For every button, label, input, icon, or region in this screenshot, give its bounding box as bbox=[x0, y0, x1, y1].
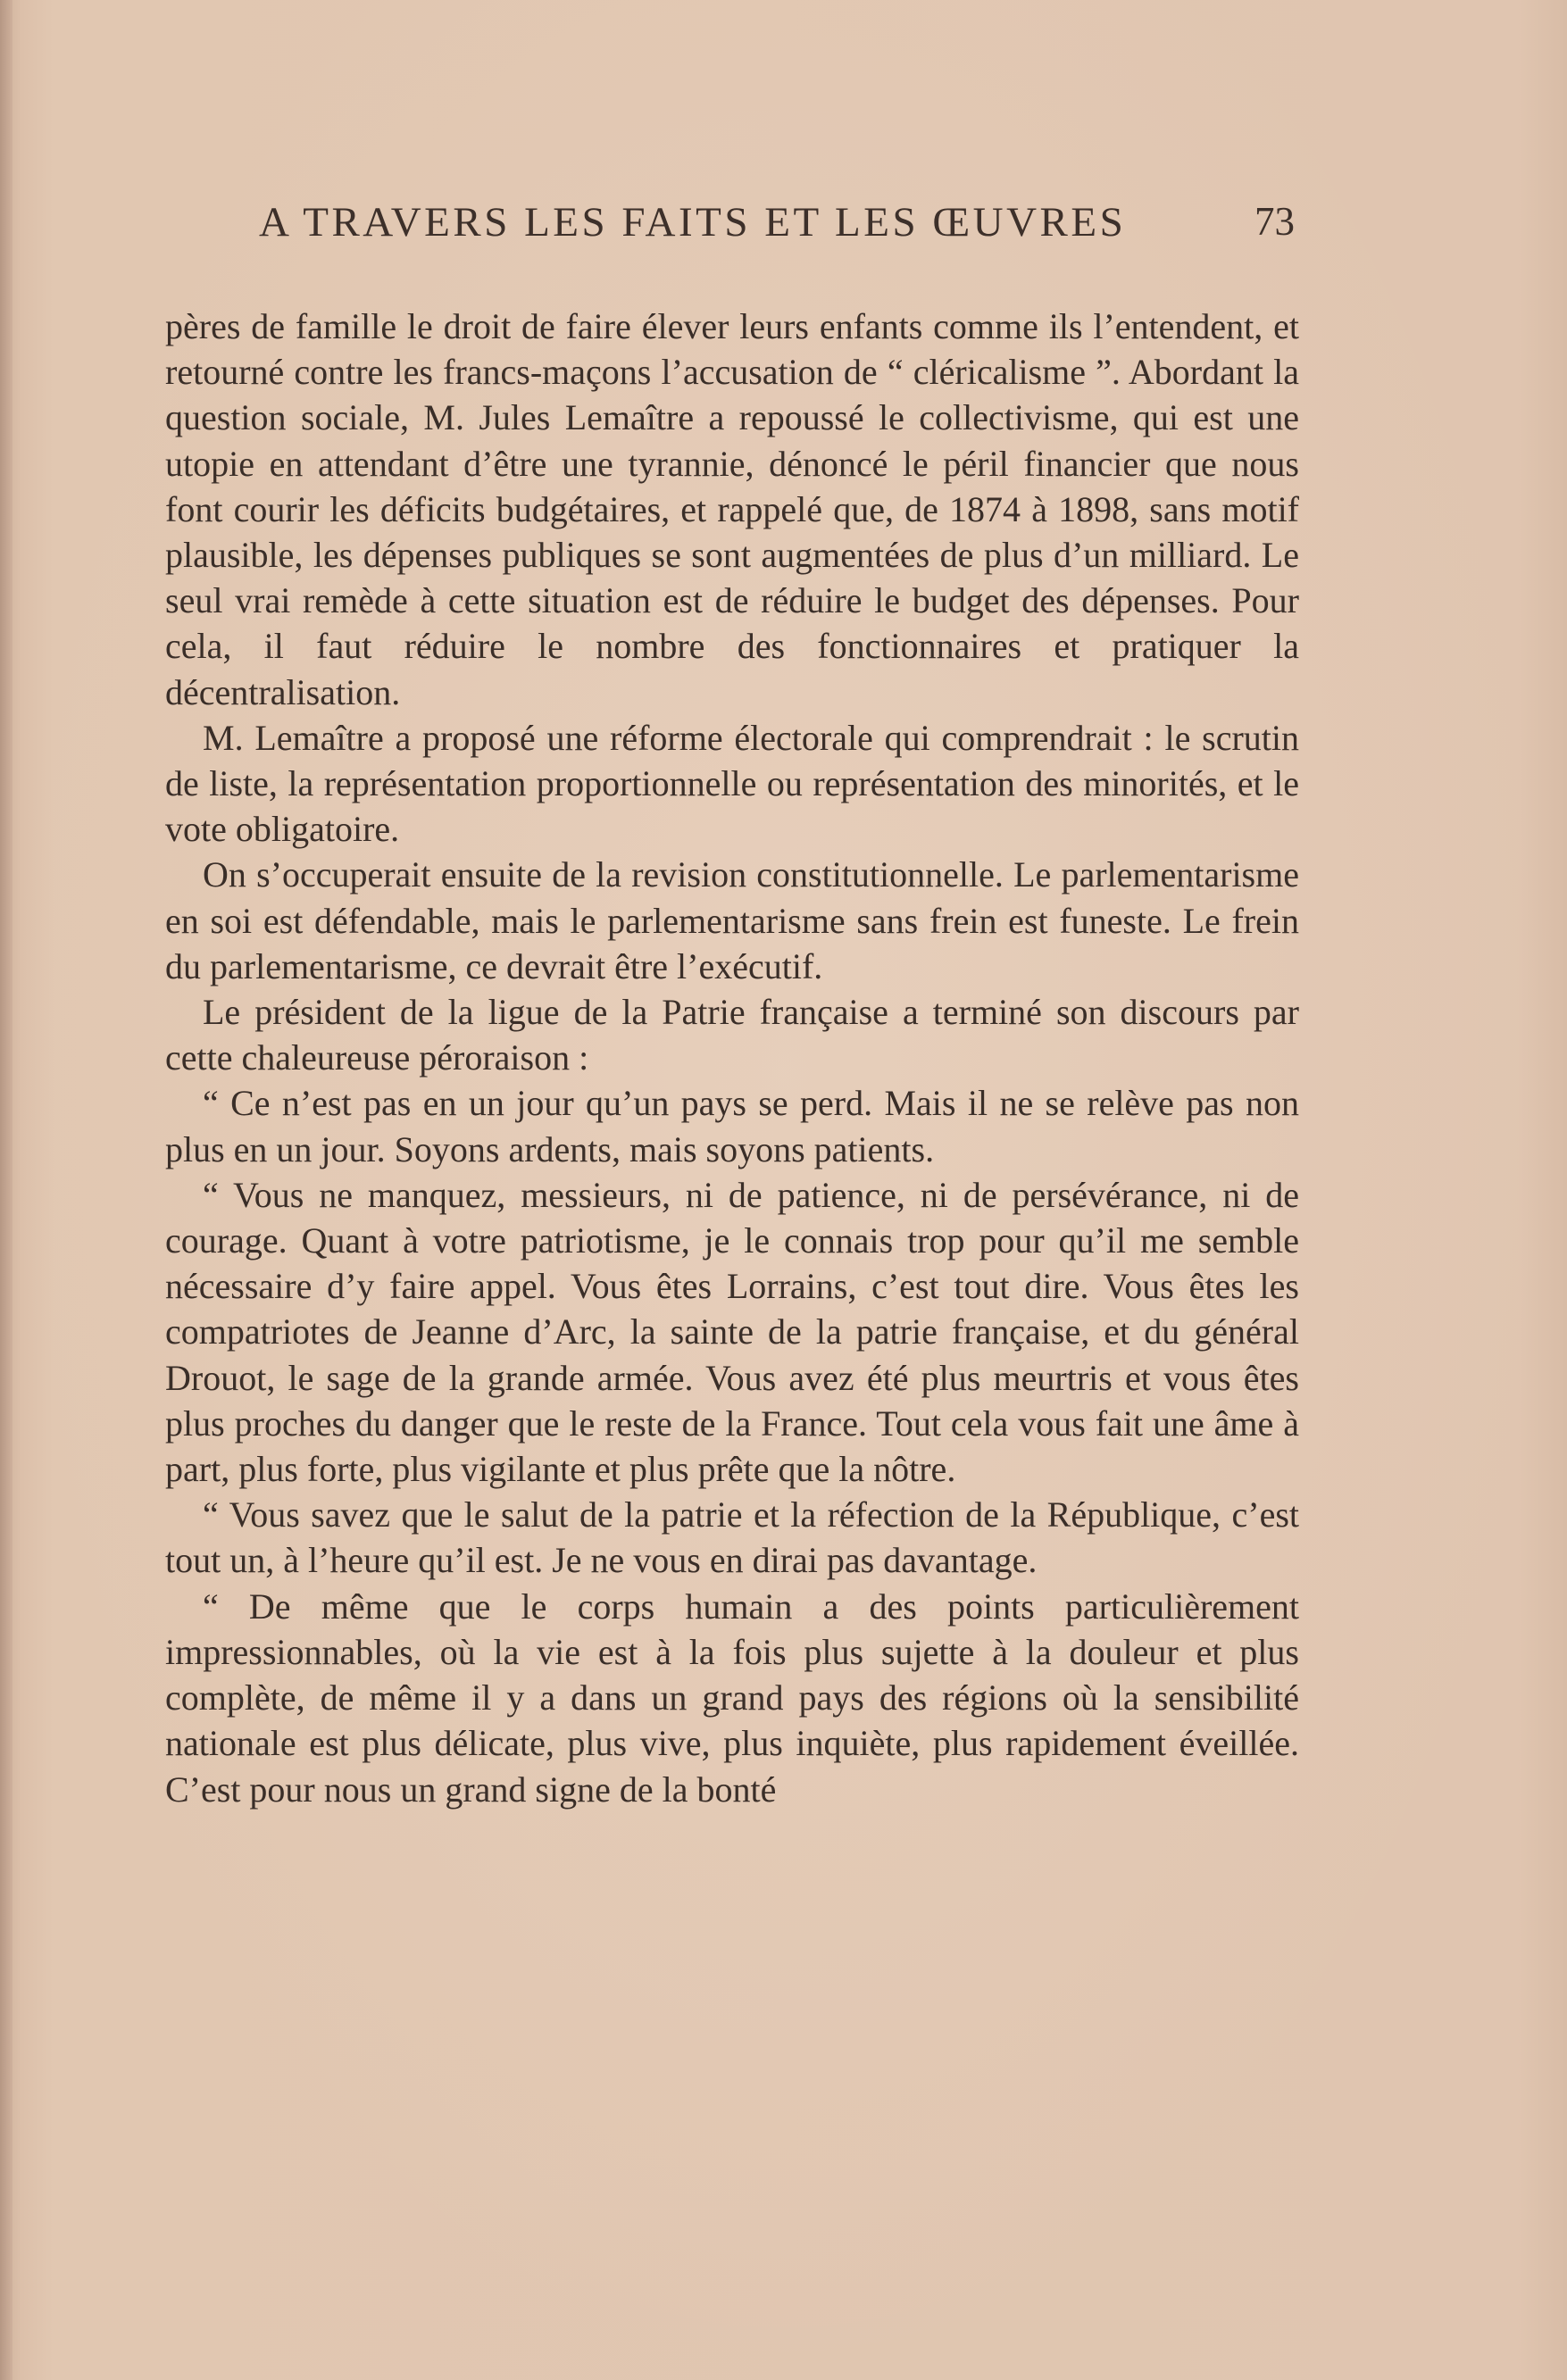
running-title: A TRAVERS LES FAITS ET LES ŒUVRES bbox=[259, 199, 1127, 245]
running-head bbox=[259, 198, 1295, 261]
quote-paragraph: “ Vous savez que le salut de la patrie et la réfection de la République, c’est tout un, à l’heure qu’il est. Je ne vous en dirai pas davantage. bbox=[165, 1494, 1299, 1581]
quote-paragraph: “ De même que le corps humain a des points particulièrement impressionnables, où la vie est à la fois plus sujette à la douleur et plus complète, de même il y a dans un grand pays des régions où la sensibilité nationale est plus délicate, plus vive, plus inquiète, plus rapidement éveillée. C’est pour nous un grand signe de la bonté bbox=[165, 1585, 1299, 1810]
paragraph: On s’occuperait ensuite de la revision constitutionnelle. Le parlementarisme en soi est défendable, mais le parlementarisme sans frein est funeste. Le frein du parlementarisme, ce devrait être l’exécutif. bbox=[165, 854, 1299, 986]
quote-paragraph: “ Vous ne manquez, messieurs, ni de patience, ni de persévérance, ni de courage. Quant à votre patriotisme, je le connais trop pour qu’il me semble nécessaire d’y faire appel. Vous êtes Lorrains, c’est tout dire. Vous êtes les compatriotes de Jeanne d’Arc, la sainte de la patrie française, et du général Drouot, le sage de la grande armée. Vous avez été plus meurtris et vous êtes plus proches du danger que le reste de la France. Tout cela vous fait une âme à part, plus forte, plus vigilante et plus prête que la nôtre. bbox=[165, 1174, 1299, 1490]
paragraph: M. Lemaître a proposé une réforme électorale qui comprendrait : le scrutin de liste, la représentation proportionnelle ou représentation des minorités, et le vote obligatoire. bbox=[165, 717, 1299, 850]
paragraph: Le président de la ligue de la Patrie française a terminé son discours par cette chaleureuse péroraison : bbox=[165, 992, 1299, 1078]
page-number: 73 bbox=[1254, 199, 1295, 244]
body-text bbox=[165, 304, 1299, 1812]
page-binding-edge bbox=[0, 0, 13, 2380]
quote-paragraph: “ Ce n’est pas en un jour qu’un pays se perd. Mais il ne se relève pas non plus en un jour. Soyons ardents, mais soyons patients. bbox=[165, 1083, 1299, 1169]
paragraph: pères de famille le droit de faire élever leurs enfants comme ils l’entendent, et retourné contre les francs-maçons l’accusation de “ cléricalisme ”. Abordant la question sociale, M. Jules Lemaître a repoussé le collectivisme, qui est une utopie en attendant d’être une tyrannie, dénoncé le péril financier que nous font courir les déficits budgétaires, et rappelé que, de 1874 à 1898, sans motif plausible, les dépenses publiques se sont augmentées de plus d’un milliard. Le seul vrai remède à cette situation est de réduire le budget des dépenses. Pour cela, il faut réduire le nombre des fonctionnaires et pratiquer la décentralisation. bbox=[165, 306, 1299, 712]
